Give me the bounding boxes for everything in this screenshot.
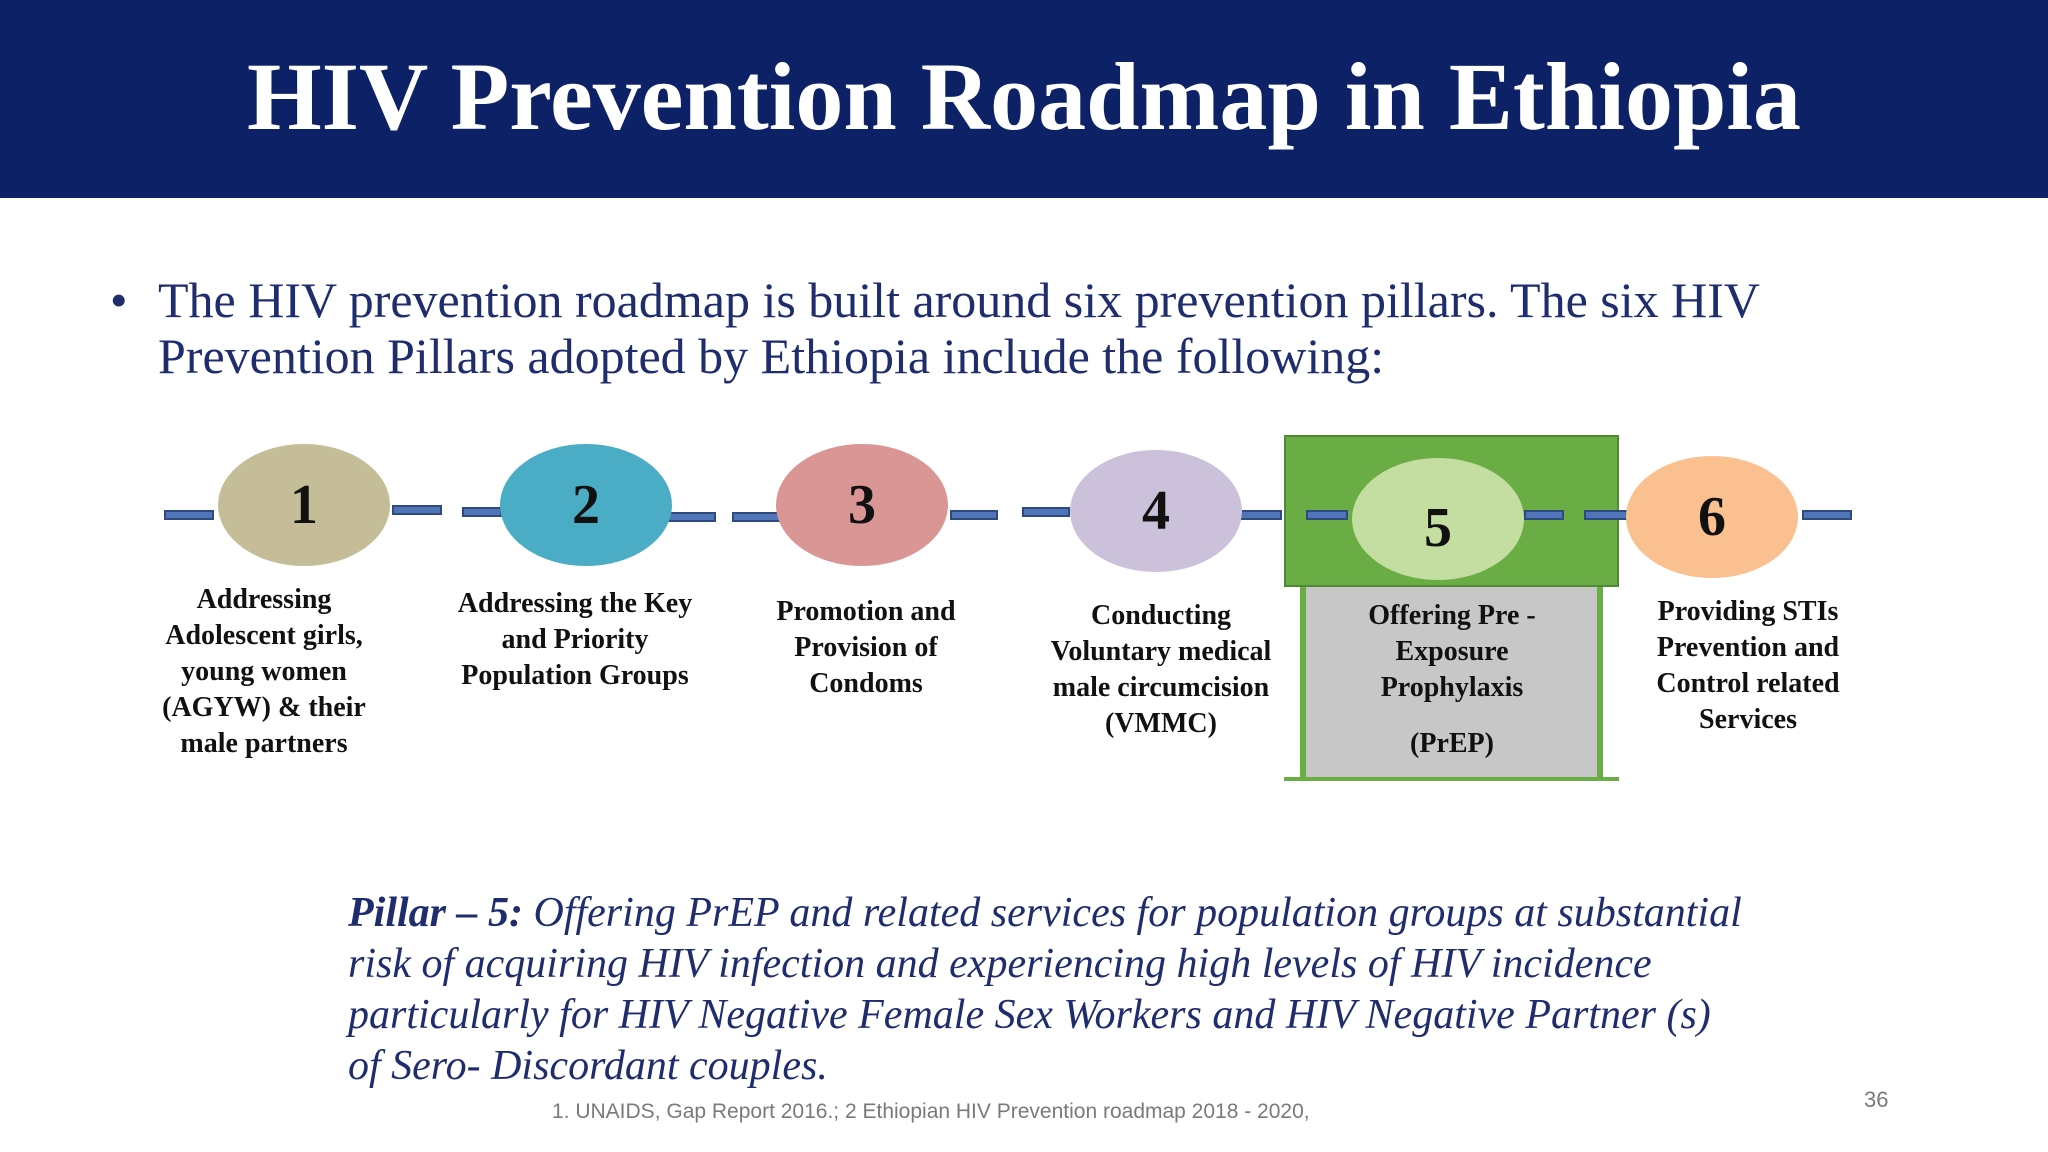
connector-dash xyxy=(164,510,214,520)
pillar-5-circle: 5 xyxy=(1352,458,1524,580)
intro-text: The HIV prevention roadmap is built around six prevention pillars. The six HIV Prevention Pillars adopted by Ethiopia include the following: xyxy=(158,272,1760,384)
bullet-marker: • xyxy=(110,272,128,328)
source-footnote: 1. UNAIDS, Gap Report 2016.; 2 Ethiopian HIV Prevention roadmap 2018 - 2020, xyxy=(552,1100,1310,1123)
connector-dash xyxy=(950,510,998,520)
pillar-6-label: Providing STIs Prevention and Control related Services xyxy=(1656,596,1840,735)
pillar-3-label: Promotion and Provision of Condoms xyxy=(776,596,956,699)
connector-dash xyxy=(1584,510,1632,520)
slide-number: 36 xyxy=(1864,1087,1889,1112)
pillar-5-label: Offering Pre - Exposure Prophylaxis xyxy=(1368,600,1536,703)
pillar-6-circle: 6 xyxy=(1626,456,1798,578)
pillar-5-note-text: Offering PrEP and related services for population groups at substantial risk of acquiring HIV infection and experiencing high levels of HIV incidence particularly for HIV Negative Female Sex Workers and HIV Negative Partner (s) of Sero- Discordant couples. xyxy=(348,890,1742,1089)
intro-bullet xyxy=(110,272,1870,384)
pillar-4-circle: 4 xyxy=(1070,450,1242,572)
pillar-2-label: Addressing the Key and Priority Population Groups xyxy=(457,588,693,691)
pillar-3-circle: 3 xyxy=(776,444,948,566)
connector-dash xyxy=(1524,510,1564,520)
connector-dash xyxy=(1306,510,1348,520)
connector-dash xyxy=(1022,507,1070,517)
title-banner xyxy=(0,0,2048,198)
pillar-5-highlight-base xyxy=(1284,777,1619,781)
slide-title: HIV Prevention Roadmap in Ethiopia xyxy=(246,43,1802,150)
pillar-5-label-acronym: (PrEP) xyxy=(1410,728,1494,759)
pillar-4-label: Conducting Voluntary medical male circumcision (VMMC) xyxy=(1050,600,1272,739)
connector-dash xyxy=(1236,510,1282,520)
pillar-1-circle: 1 xyxy=(218,444,390,566)
connector-dash xyxy=(1802,510,1852,520)
connector-dash xyxy=(392,505,442,515)
connector-dash xyxy=(462,507,502,517)
pillar-2-circle: 2 xyxy=(500,444,672,566)
pillar-5-note xyxy=(348,888,1748,1092)
pillar-1-label: Addressing Adolescent girls, young women (AGYW) & their male partners xyxy=(162,584,366,759)
pillar-5-note-lead: Pillar – 5: xyxy=(348,890,523,936)
